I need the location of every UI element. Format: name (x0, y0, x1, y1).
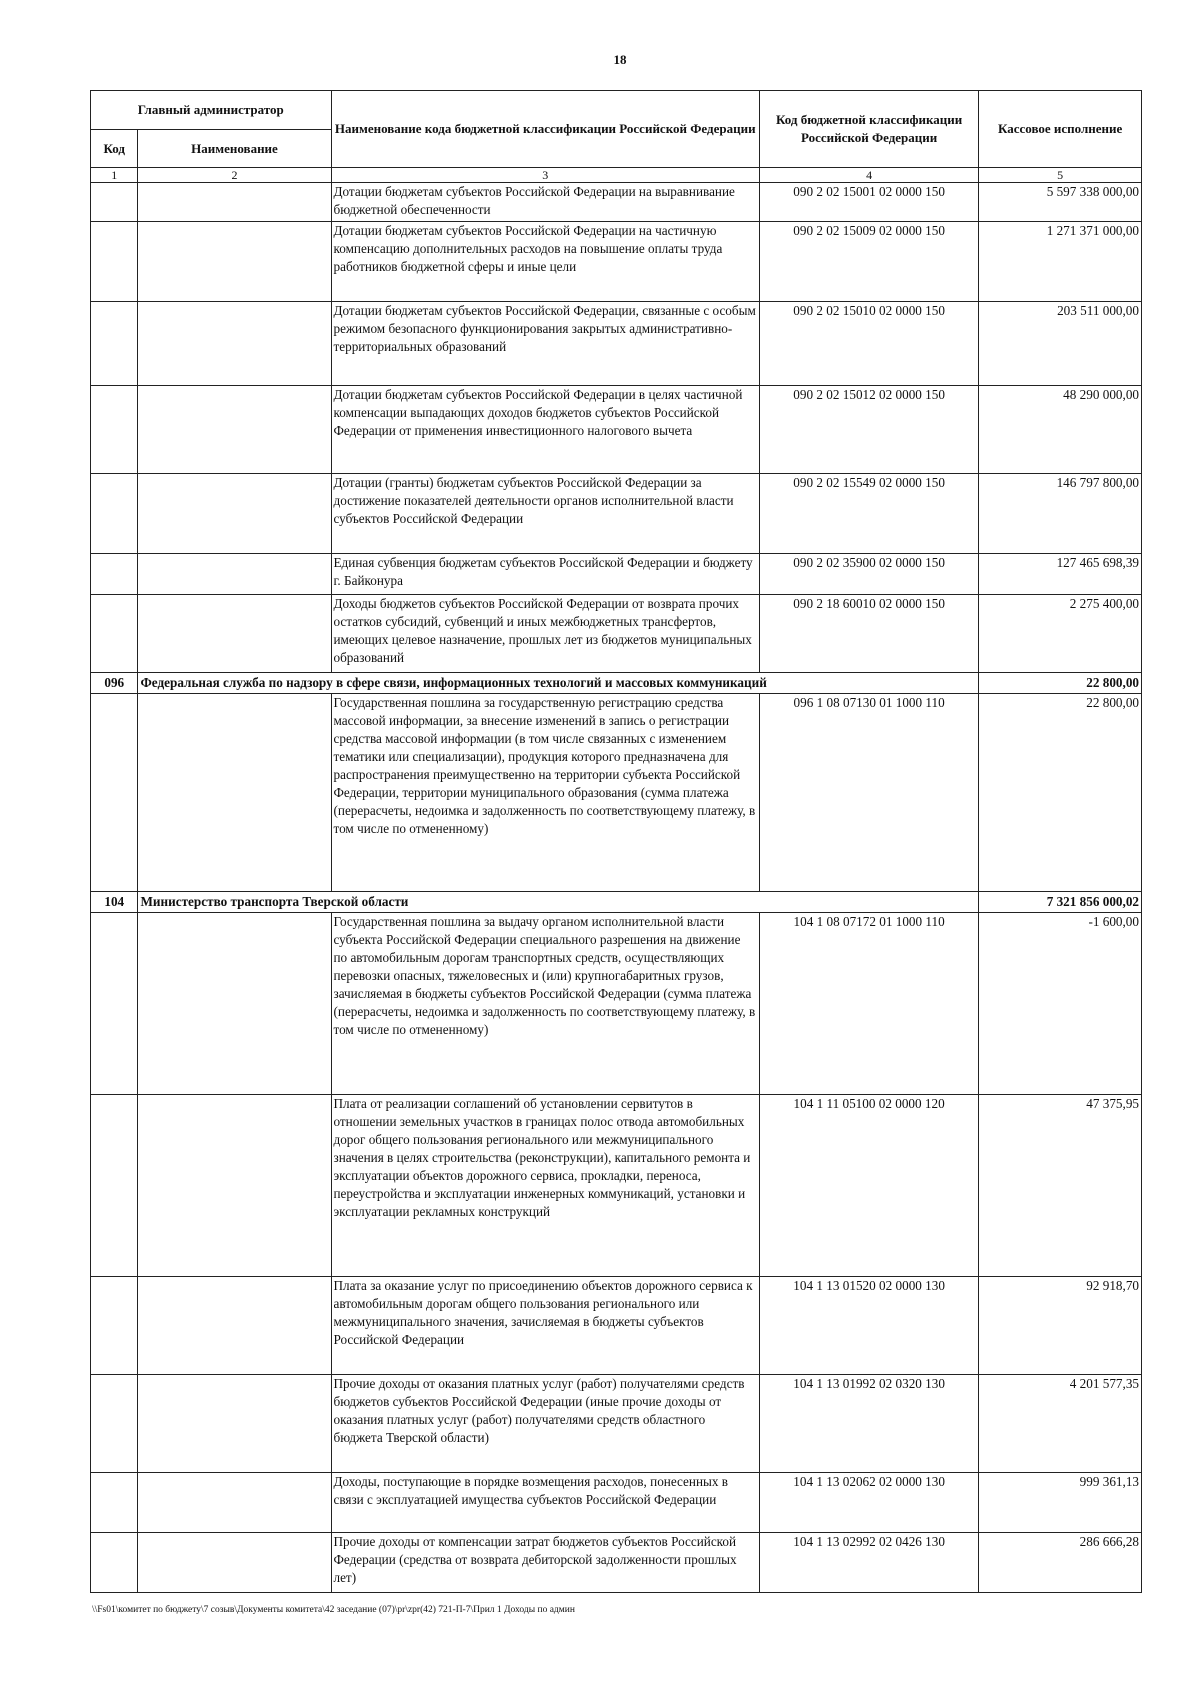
admin-code: 096 (91, 673, 138, 694)
row-description: Доходы, поступающие в порядке возмещения расходов, понесенных в связи с эксплуатацией имущества субъектов Российской Федерации (331, 1473, 759, 1533)
table-row (91, 595, 1142, 673)
table-row (91, 554, 1142, 595)
row-description: Дотации (гранты) бюджетам субъектов Российской Федерации за достижение показателей деятельности органов исполнительной власти субъектов Российской Федерации (331, 474, 759, 554)
row-code: 090 2 02 15001 02 0000 150 (759, 183, 978, 222)
column-number: 3 (331, 168, 759, 183)
column-number: 5 (979, 168, 1142, 183)
row-sum: 1 271 371 000,00 (979, 222, 1142, 302)
table-row (91, 474, 1142, 554)
row-sum: 127 465 698,39 (979, 554, 1142, 595)
column-number: 1 (91, 168, 138, 183)
header-sum: Кассовое исполнение (979, 91, 1142, 168)
table-row (91, 1473, 1142, 1533)
budget-table (90, 90, 1142, 1593)
table-row (91, 694, 1142, 892)
row-sum: 2 275 400,00 (979, 595, 1142, 673)
header-desc: Наименование кода бюджетной классификации Российской Федерации (331, 91, 759, 168)
row-sum: 47 375,95 (979, 1095, 1142, 1277)
table-row (91, 1375, 1142, 1473)
row-code: 104 1 13 01992 02 0320 130 (759, 1375, 978, 1473)
footer-file-path: \\Fs01\комитет по бюджету\7 созыв\Документы комитета\42 заседание (07)\pr\zpr(42) 721-П-7\Прил 1 Доходы по админ (92, 1605, 575, 1615)
row-description: Дотации бюджетам субъектов Российской Федерации, связанные с особым режимом безопасного функционирования закрытых административно-территориальных образований (331, 302, 759, 386)
admin-group-row (91, 673, 1142, 694)
admin-name: Министерство транспорта Тверской области (138, 892, 979, 913)
row-sum: 999 361,13 (979, 1473, 1142, 1533)
row-sum: 92 918,70 (979, 1277, 1142, 1375)
admin-name: Федеральная служба по надзору в сфере связи, информационных технологий и массовых коммуникаций (138, 673, 979, 694)
row-description: Государственная пошлина за государственную регистрацию средства массовой информации, за внесение изменений в запись о регистрации средства массовой информации (в том числе связанных с изменением тематики или специализации), продукция которого предназначена для распространения преимущественно на территории субъекта Российской Федерации, территории муниципального образования (сумма платежа (перерасчеты, недоимка и задолженность по соответствующему платежу, в том числе по отмененному) (331, 694, 759, 892)
row-code: 104 1 13 02992 02 0426 130 (759, 1533, 978, 1593)
row-description: Плата от реализации соглашений об установлении сервитутов в отношении земельных участков в границах полос отвода автомобильных дорог общего пользования регионального или межмуниципального значения в целях строительства (реконструкции), капитального ремонта и эксплуатации объектов дорожного сервиса, прокладки, переноса, переустройства и эксплуатации инженерных коммуникаций, установки и эксплуатации рекламных конструкций (331, 1095, 759, 1277)
row-code: 090 2 18 60010 02 0000 150 (759, 595, 978, 673)
table-row (91, 302, 1142, 386)
row-code: 090 2 02 15549 02 0000 150 (759, 474, 978, 554)
row-code: 090 2 02 35900 02 0000 150 (759, 554, 978, 595)
column-number: 2 (138, 168, 331, 183)
header-code: Код бюджетной классификации Российской Федерации (759, 91, 978, 168)
row-code: 104 1 11 05100 02 0000 120 (759, 1095, 978, 1277)
header-group-admin: Главный администратор (91, 91, 332, 130)
table-row (91, 1277, 1142, 1375)
row-description: Прочие доходы от компенсации затрат бюджетов субъектов Российской Федерации (средства от возврата дебиторской задолженности прошлых лет) (331, 1533, 759, 1593)
row-sum: -1 600,00 (979, 913, 1142, 1095)
table-row (91, 222, 1142, 302)
row-sum: 146 797 800,00 (979, 474, 1142, 554)
header-kod: Код (91, 130, 138, 168)
row-code: 096 1 08 07130 01 1000 110 (759, 694, 978, 892)
row-sum: 48 290 000,00 (979, 386, 1142, 474)
header-name: Наименование (138, 130, 331, 168)
column-number: 4 (759, 168, 978, 183)
admin-code: 104 (91, 892, 138, 913)
row-code: 090 2 02 15009 02 0000 150 (759, 222, 978, 302)
table-row (91, 1095, 1142, 1277)
row-sum: 5 597 338 000,00 (979, 183, 1142, 222)
row-code: 104 1 13 02062 02 0000 130 (759, 1473, 978, 1533)
row-description: Единая субвенция бюджетам субъектов Российской Федерации и бюджету г. Байконура (331, 554, 759, 595)
row-code: 090 2 02 15012 02 0000 150 (759, 386, 978, 474)
row-sum: 286 666,28 (979, 1533, 1142, 1593)
table-row (91, 386, 1142, 474)
admin-total: 22 800,00 (979, 673, 1142, 694)
row-description: Доходы бюджетов субъектов Российской Федерации от возврата прочих остатков субсидий, субвенций и иных межбюджетных трансфертов, имеющих целевое назначение, прошлых лет из бюджетов муниципальных образований (331, 595, 759, 673)
table-row (91, 913, 1142, 1095)
row-description: Плата за оказание услуг по присоединению объектов дорожного сервиса к автомобильным дорогам общего пользования регионального или межмуниципального значения, зачисляемая в бюджеты субъектов Российской Федерации (331, 1277, 759, 1375)
row-code: 090 2 02 15010 02 0000 150 (759, 302, 978, 386)
row-description: Дотации бюджетам субъектов Российской Федерации на выравнивание бюджетной обеспеченности (331, 183, 759, 222)
row-sum: 4 201 577,35 (979, 1375, 1142, 1473)
page-number: 18 (613, 52, 627, 67)
row-description: Дотации бюджетам субъектов Российской Федерации на частичную компенсацию дополнительных расходов на повышение оплаты труда работников бюджетной сферы и иные цели (331, 222, 759, 302)
row-sum: 203 511 000,00 (979, 302, 1142, 386)
row-code: 104 1 08 07172 01 1000 110 (759, 913, 978, 1095)
admin-group-row (91, 892, 1142, 913)
table-row (91, 1533, 1142, 1593)
admin-total: 7 321 856 000,02 (979, 892, 1142, 913)
table-row (91, 183, 1142, 222)
row-description: Прочие доходы от оказания платных услуг (работ) получателями средств бюджетов субъектов Российской Федерации (иные прочие доходы от оказания платных услуг (работ) получателями средств областного бюджета Тверской области) (331, 1375, 759, 1473)
row-description: Дотации бюджетам субъектов Российской Федерации в целях частичной компенсации выпадающих доходов бюджетов субъектов Российской Федерации от применения инвестиционного налогового вычета (331, 386, 759, 474)
row-description: Государственная пошлина за выдачу органом исполнительной власти субъекта Российской Федерации специального разрешения на движение по автомобильным дорогам транспортных средств, осуществляющих перевозки опасных, тяжеловесных и (или) крупногабаритных грузов, зачисляемая в бюджеты субъектов Российской Федерации (сумма платежа (перерасчеты, недоимка и задолженность по соответствующему платежу, в том числе по отмененному) (331, 913, 759, 1095)
row-sum: 22 800,00 (979, 694, 1142, 892)
row-code: 104 1 13 01520 02 0000 130 (759, 1277, 978, 1375)
